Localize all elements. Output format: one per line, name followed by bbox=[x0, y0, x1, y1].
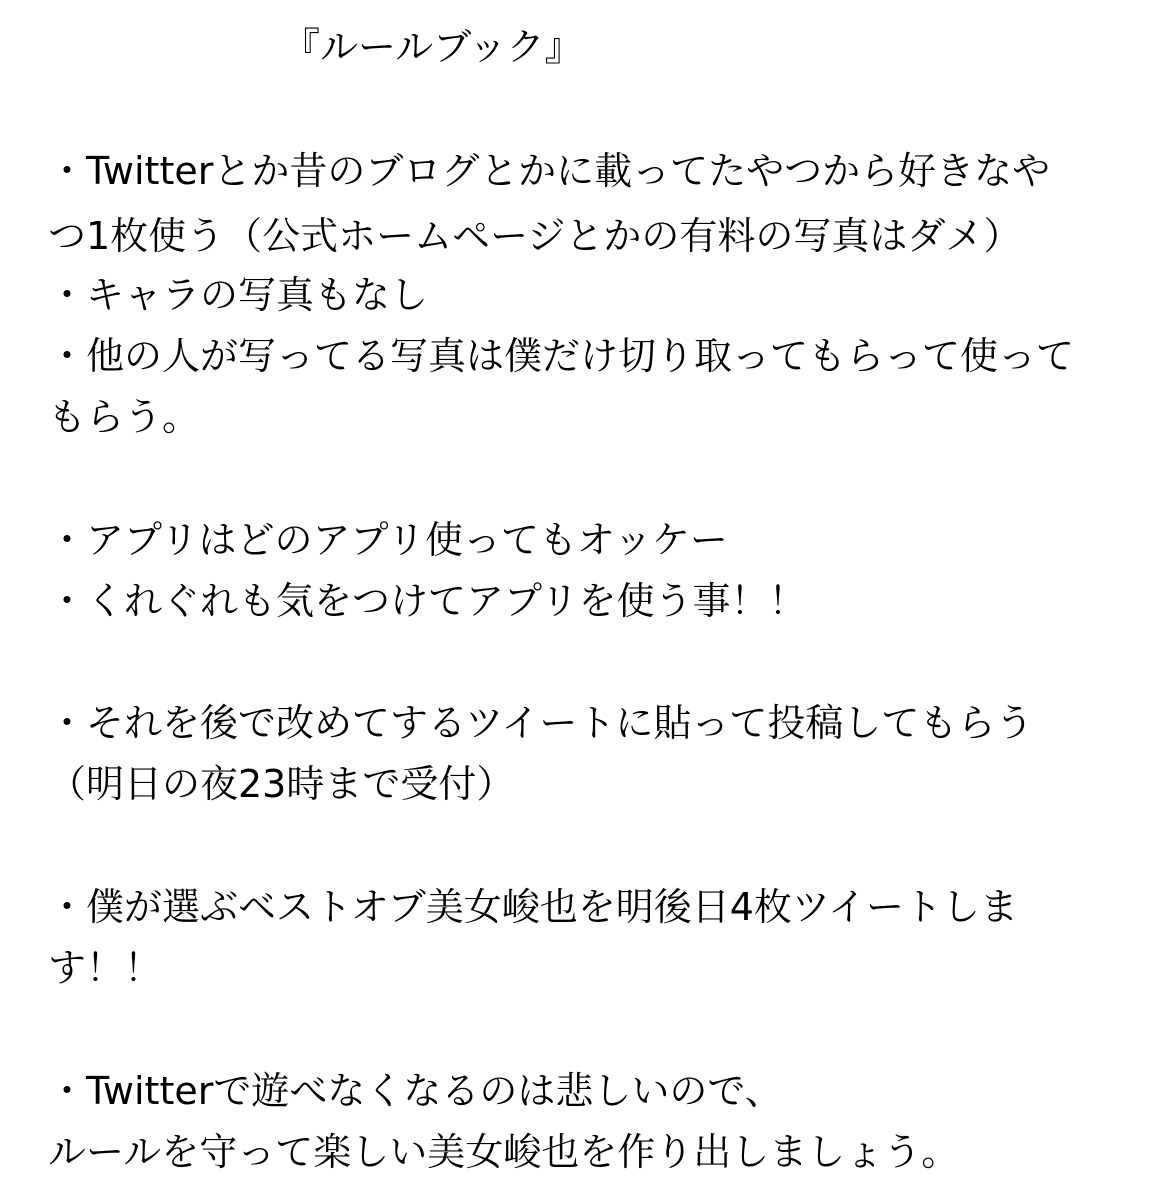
note-line: ・アプリはどのアプリ使ってもオッケー bbox=[48, 518, 728, 562]
note-line: つ1枚使う（公式ホームページとかの有料の写真はダメ） bbox=[48, 214, 1022, 258]
note-line: す！！ bbox=[48, 946, 163, 990]
note-line: ・くれぐれも気をつけてアプリを使う事！！ bbox=[48, 579, 807, 623]
note-line: ・Twitterで遊べなくなるのは悲しいので、 bbox=[48, 1069, 783, 1113]
note-line: （明日の夜23時まで受付） bbox=[48, 762, 515, 806]
note-line: ・僕が選ぶベストオブ美女峻也を明後日4枚ツイートしま bbox=[48, 885, 1018, 929]
note-line: もらう。 bbox=[48, 395, 201, 439]
note-line: ルールを守って楽しい美女峻也を作り出しましょう。 bbox=[48, 1130, 960, 1174]
note-title: 『ルールブック』 bbox=[282, 25, 583, 69]
note-line: ・Twitterとか昔のブログとかに載ってたやつから好きなや bbox=[48, 149, 1051, 193]
note-line: ・キャラの写真もなし bbox=[48, 273, 429, 317]
note-line: ・他の人が写ってる写真は僕だけ切り取ってもらって使って bbox=[48, 334, 1075, 378]
note-line: ・それを後で改めてするツイートに貼って投稿してもらう bbox=[48, 701, 1034, 745]
